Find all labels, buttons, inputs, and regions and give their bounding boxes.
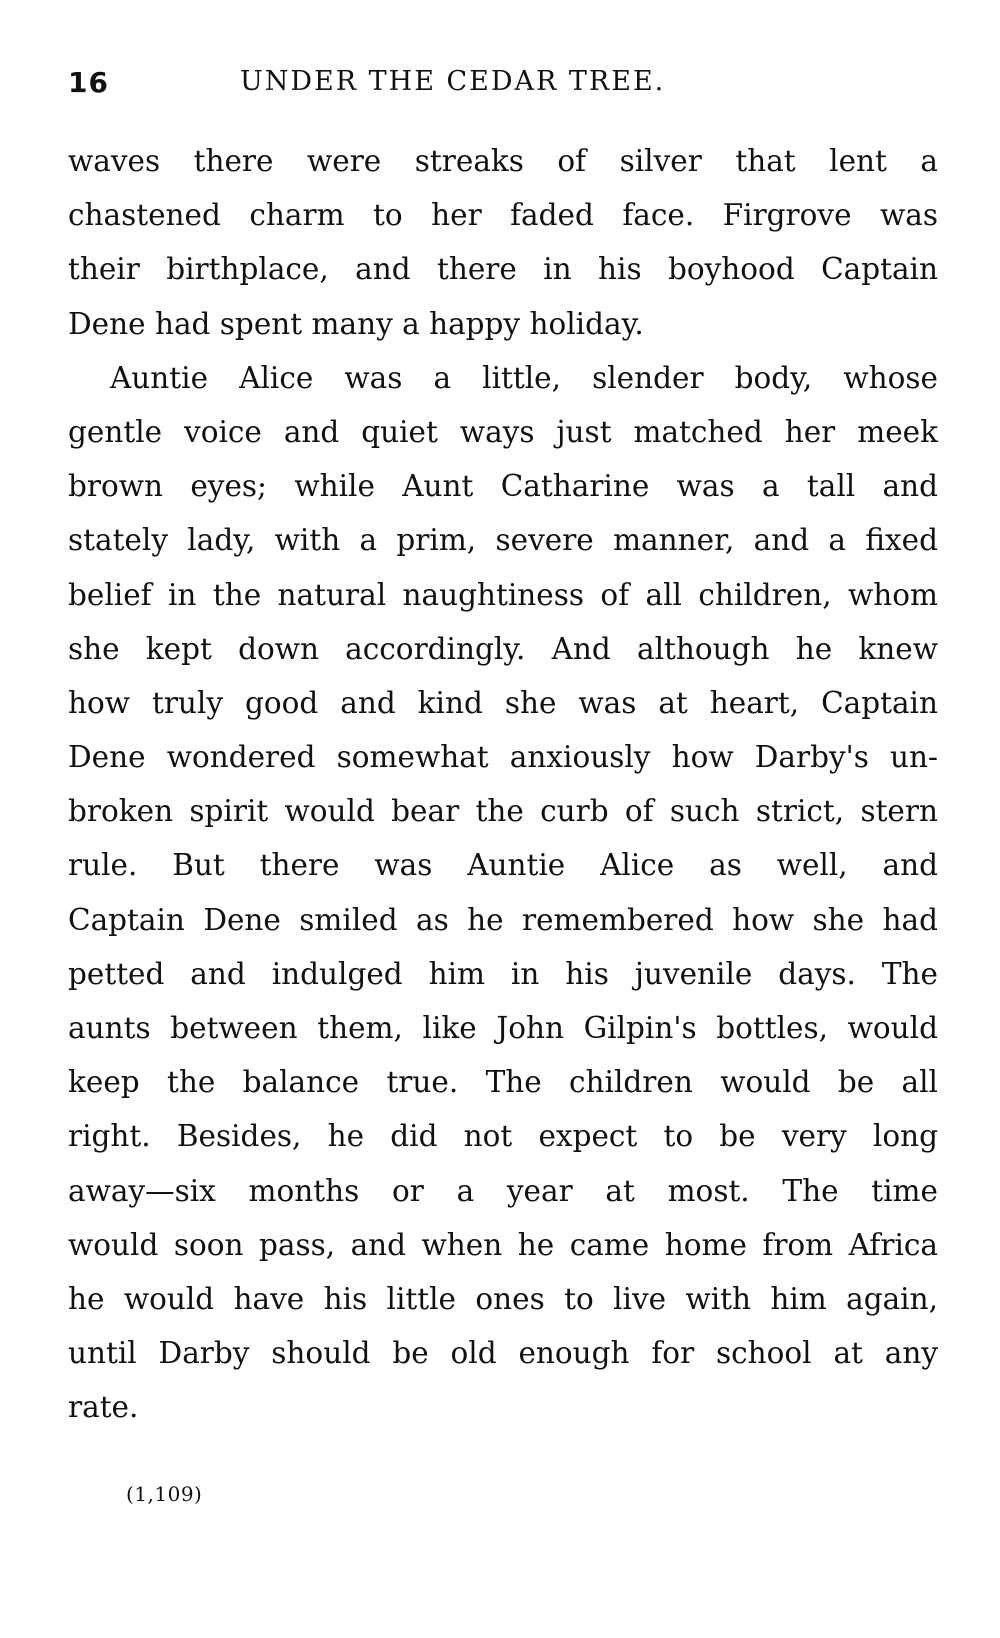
text-line: away—six months or a year at most. The time [68, 1173, 938, 1208]
text-line: would soon pass, and when he came home from Africa [68, 1227, 938, 1262]
text-line: Dene wondered somewhat anxiously how Darby's un- [68, 740, 938, 775]
text-line: rule. But there was Auntie Alice as well, and [68, 848, 938, 883]
text-line: chastened charm to her faded face. Firgrove was [68, 198, 938, 233]
text-line: rate. [68, 1390, 139, 1425]
text-line: right. Besides, he did not expect to be very long [68, 1119, 938, 1154]
text-line: she kept down accordingly. And although he knew [68, 631, 938, 666]
text-line: waves there were streaks of silver that lent a [68, 144, 938, 178]
running-head [68, 66, 938, 106]
text-line: Captain Dene smiled as he remembered how she had [68, 902, 938, 937]
text-line: how truly good and kind she was at heart, Captain [68, 685, 938, 720]
paragraph-1 [68, 134, 938, 351]
text-line: aunts between them, like John Gilpin's bottles, would [68, 1011, 938, 1045]
text-line: until Darby should be old enough for school at any [68, 1336, 938, 1371]
running-title: UNDER THE CEDAR TREE. [240, 66, 666, 97]
text-line: Dene had spent many a happy holiday. [68, 306, 644, 341]
text-line: Auntie Alice was a little, slender body, whose [110, 360, 938, 395]
text-line: brown eyes; while Aunt Catharine was a tall and [68, 469, 938, 504]
text-line: keep the balance true. The children would be all [68, 1065, 938, 1100]
text-line: broken spirit would bear the curb of such strict, stern [68, 794, 938, 829]
page-number: 16 [68, 66, 109, 99]
text-line: their birthplace, and there in his boyhood Captain [68, 252, 938, 287]
paragraph-2 [68, 351, 938, 1435]
text-line: gentle voice and quiet ways just matched her meek [68, 414, 938, 449]
printer-signature: (1,109) [126, 1482, 203, 1506]
body-text [68, 134, 938, 1435]
text-line: petted and indulged him in his juvenile days. The [68, 956, 938, 991]
text-line: belief in the natural naughtiness of all children, whom [68, 577, 938, 612]
text-line: he would have his little ones to live with him again, [68, 1281, 938, 1316]
text-line: stately lady, with a prim, severe manner, and a fixed [68, 523, 938, 558]
